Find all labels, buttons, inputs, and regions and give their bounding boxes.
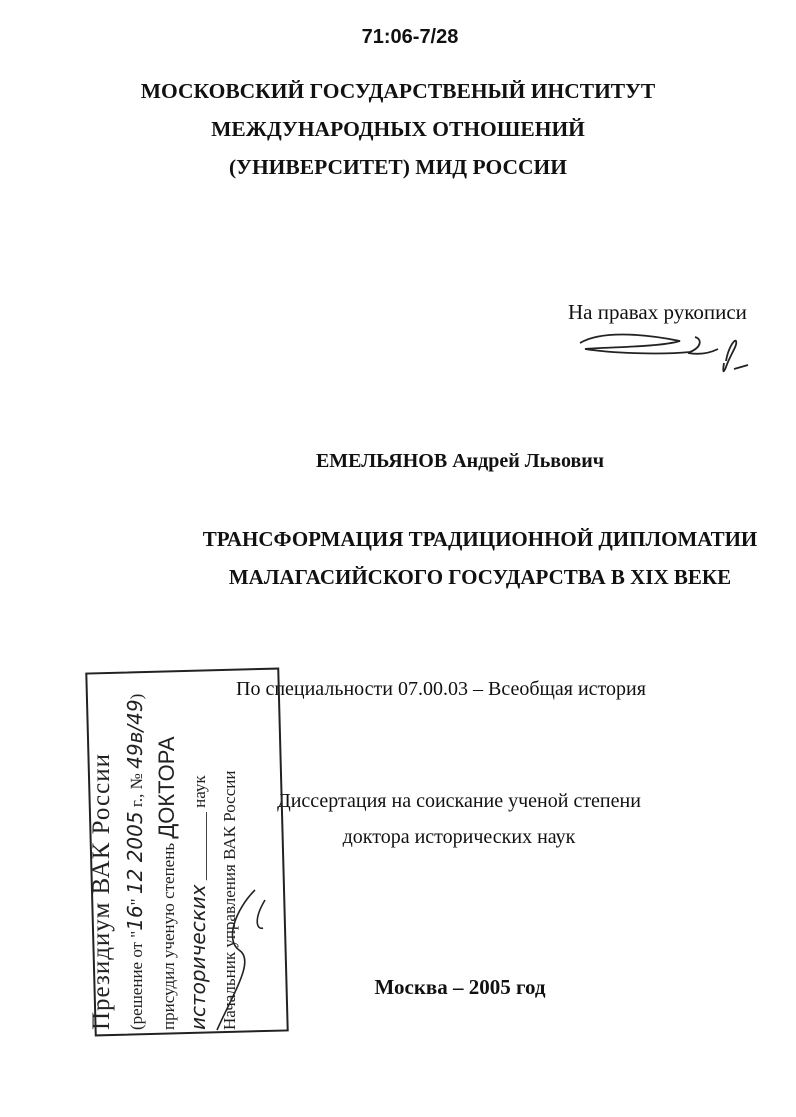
- stamp-line-head: Начальник управления ВАК России: [220, 770, 239, 1030]
- dissertation-title-line-1: ТРАНСФОРМАЦИЯ ТРАДИЦИОННОЙ ДИПЛОМАТИИ: [202, 527, 758, 551]
- stamp-line-degree: присудил ученую степень ДОКТОРА: [154, 736, 179, 1030]
- rights-note: На правах рукописи: [568, 300, 747, 324]
- stamp-signature: [195, 880, 285, 1050]
- stamp-line-decision: (решение от "16" 12 2005 г., № 49в/49): [123, 693, 147, 1030]
- stamp-line-presidium: Президиум ВАК России: [88, 753, 115, 1030]
- city-year: Москва – 2005 год: [374, 975, 546, 999]
- dissertation-line-2: доктора исторических наук: [342, 826, 576, 848]
- author-name: ЕМЕЛЬЯНОВ Андрей Львович: [315, 450, 605, 472]
- institute-name-line-1: МОСКОВСКИЙ ГОСУДАРСТВЕНЫЙ ИНСТИТУТ: [140, 79, 656, 103]
- specialty: По специальности 07.00.03 – Всеобщая история: [236, 678, 646, 700]
- dissertation-line-1: Диссертация на соискание ученой степени: [277, 790, 641, 812]
- institute-name-line-2: МЕЖДУНАРОДНЫХ ОТНОШЕНИЙ: [211, 117, 585, 141]
- dissertation-title-line-2: МАЛАГАСИЙСКОГО ГОСУДАРСТВА В XIX ВЕКЕ: [228, 565, 732, 589]
- institute-name-line-3: (УНИВЕРСИТЕТ) МИД РОССИИ: [229, 155, 567, 179]
- signature: [570, 325, 770, 380]
- catalog-number: 71:06-7/28: [361, 26, 459, 48]
- stamp-line-science: исторических ________ наук: [186, 775, 210, 1030]
